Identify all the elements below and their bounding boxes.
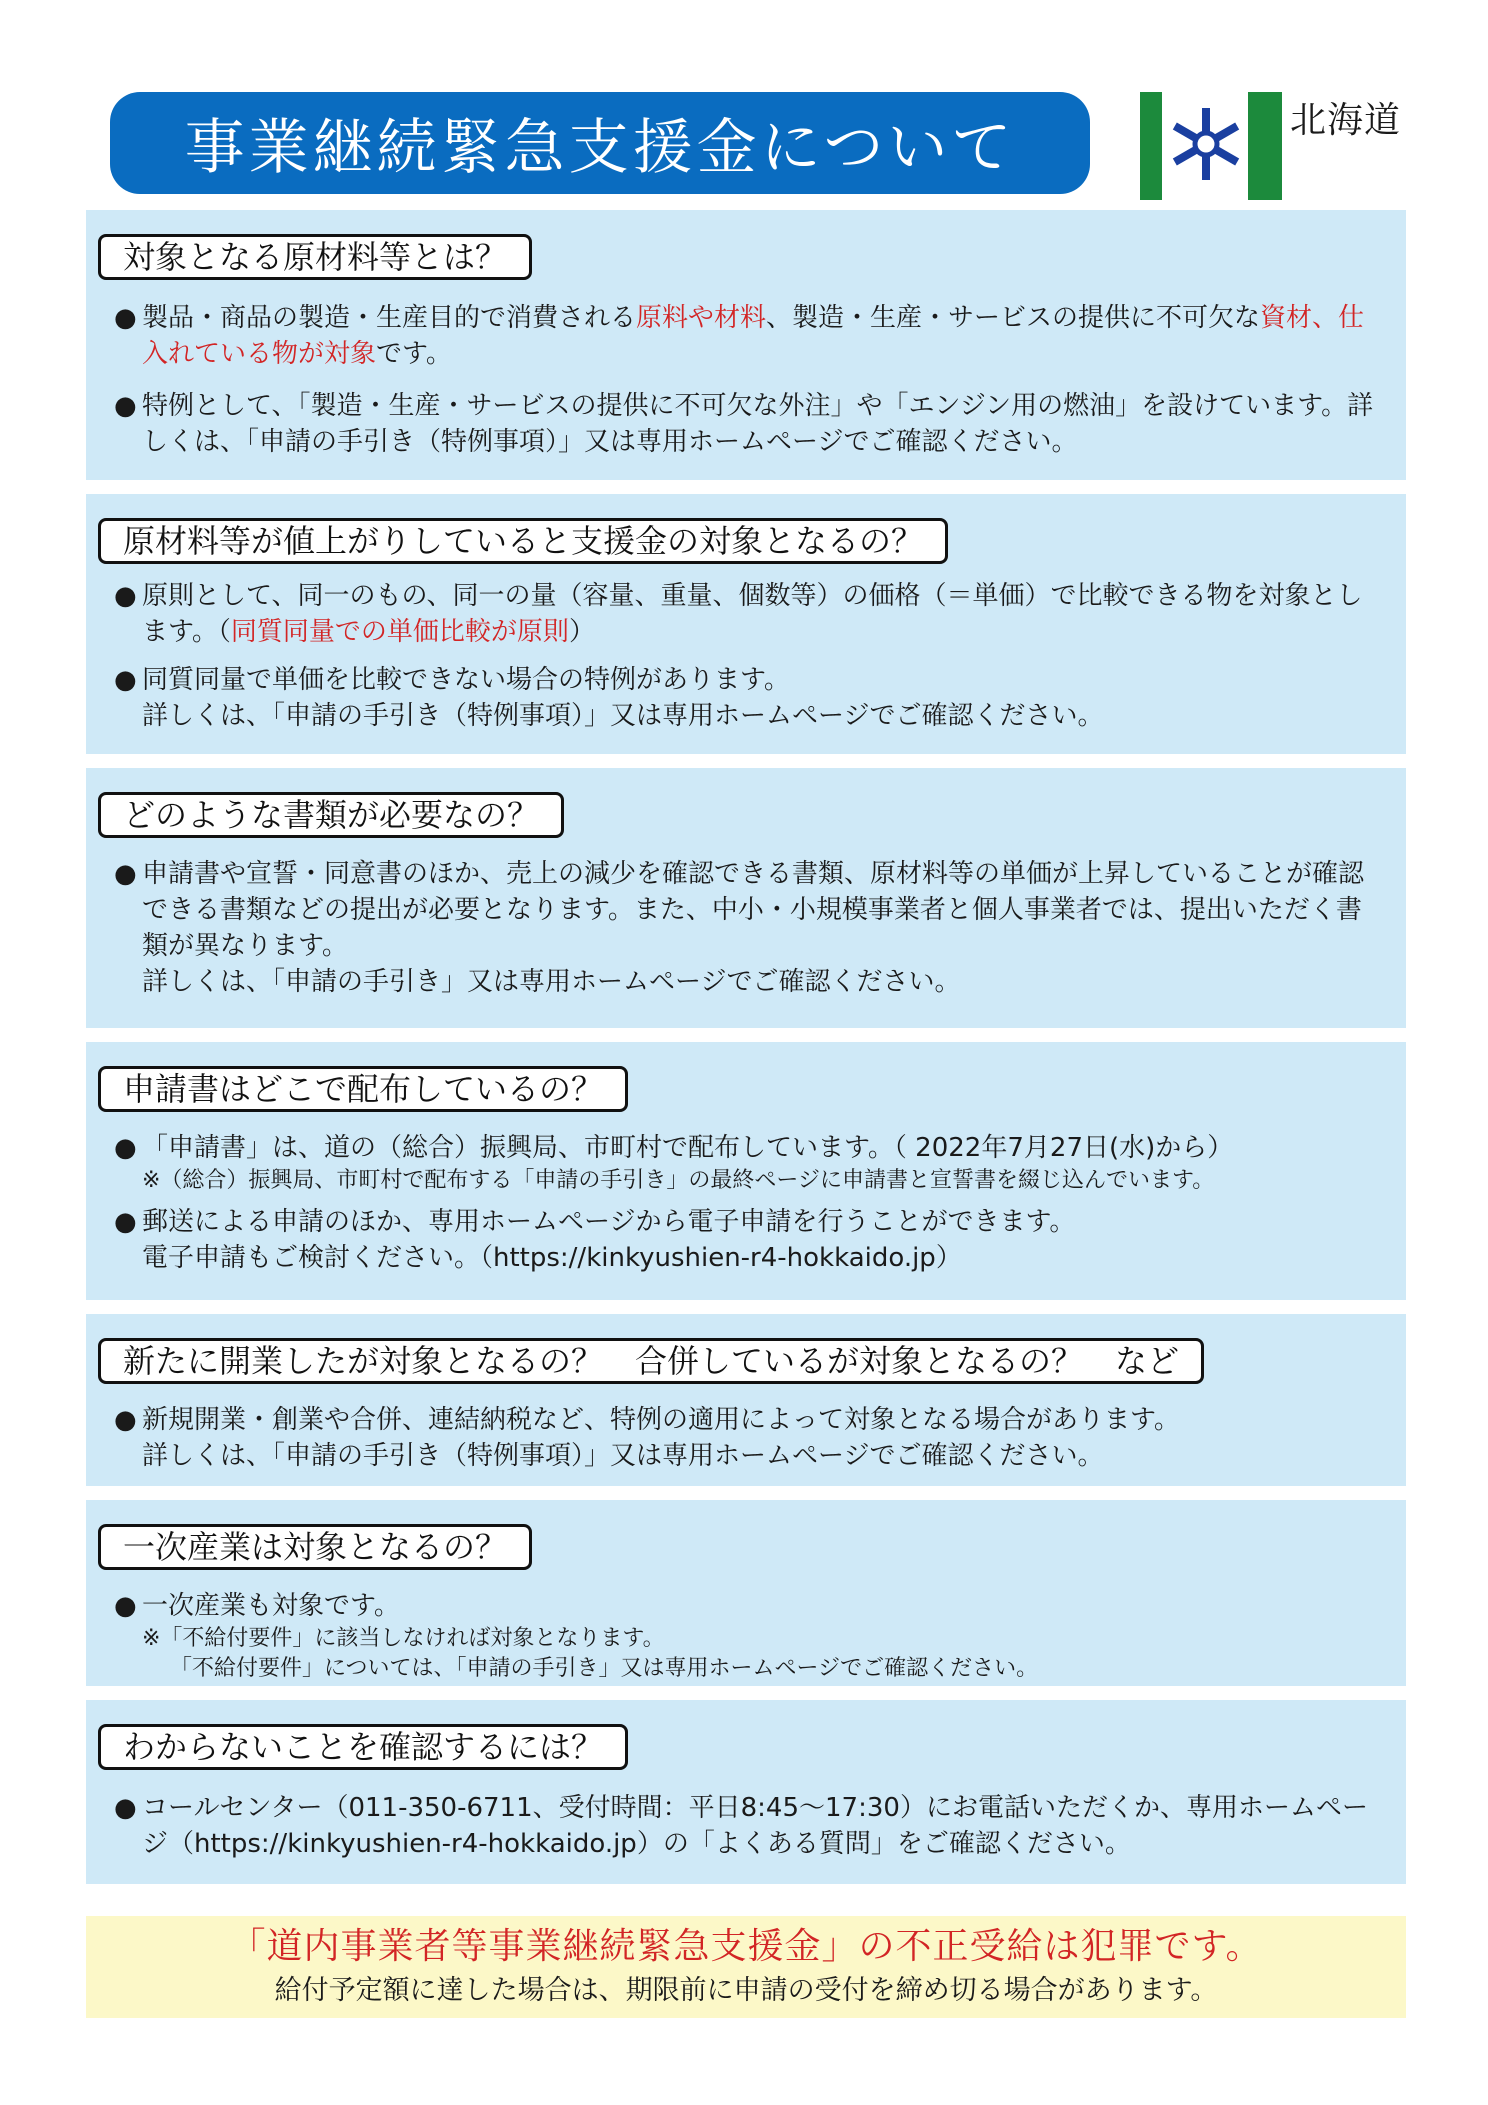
page-title: 事業継続緊急支援金について [184,113,1016,183]
bullet-icon: ● [114,1207,137,1237]
section-body [114,1402,1386,1474]
bullet-item: ● 同質同量で単価を比較できない場合の特例があります。 詳しくは、「申請の手引き（特例事項）」又は専用ホームページでご確認ください。 [114,662,1386,734]
section-distribution [86,1042,1406,1300]
section-question: 対象となる原材料等とは？ [98,234,532,280]
note-text: 「不給付要件」については、「申請の手引き」又は専用ホームページでご確認ください。 [170,1656,1039,1681]
bullet-item: ● 一次産業も対象です。 [114,1588,1386,1624]
section-body [114,300,1386,460]
note-text: ※（総合）振興局、市町村で配布する「申請の手引き」の最終ページに申請書と宣誓書を綴じ込んでいます。 [142,1168,1215,1193]
bullet-item: ● 特例として、「製造・生産・サービスの提供に不可欠な外注」や「エンジン用の燃油」を設けています。詳しくは、「申請の手引き（特例事項）」又は専用ホームページでご確認ください。 [114,388,1386,460]
section-body [114,1588,1386,1684]
section-question: どのような書類が必要なの？ [98,792,564,838]
bullet-item: ● 申請書や宣誓・同意書のほか、売上の減少を確認できる書類、原材料等の単価が上昇していることが確認できる書類などの提出が必要となります。また、中小・小規模事業者と個人事業者では、提出いただく書類が異なります。 詳しくは、「申請の手引き」又は専用ホームページでご確認ください。 [114,856,1386,1000]
section-question: 原材料等が値上がりしていると支援金の対象となるの？ [98,518,948,564]
bullet-icon: ● [114,303,137,333]
logo-green-bar-left [1140,92,1162,200]
section-documents [86,768,1406,1028]
bullet-item: ● 郵送による申請のほか、専用ホームページから電子申請を行うことができます。 電子申請もご検討ください。（https://kinkyushien-r4-hokkaido.jp） [114,1204,1386,1276]
bullet-icon: ● [114,1591,137,1621]
deadline-notice: 給付予定額に達した場合は、期限前に申請の受付を締め切る場合があります。 [274,1975,1218,2006]
fraud-warning: 「道内事業者等事業継続緊急支援金」の不正受給は犯罪です。 [229,1926,1263,1967]
section-materials [86,210,1406,480]
bullet-item: ● コールセンター（011-350-6711、受付時間：平日8:45～17:30）にお電話いただくか、専用ホームページ（https://kinkyushien-r4-hokkaido.jp）の「よくある質問」をご確認ください。 [114,1790,1386,1862]
bullet-item: ● 新規開業・創業や合併、連結納税など、特例の適用によって対象となる場合があります。 詳しくは、「申請の手引き（特例事項）」又は専用ホームページでご確認ください。 [114,1402,1386,1474]
section-question: 申請書はどこで配布しているの？ [98,1066,628,1112]
bullet-icon: ● [114,391,137,421]
warning-footer [86,1916,1406,2018]
bullet-item: ● 「申請書」は、道の（総合）振興局、市町村で配布しています。（ 2022年7月27日(水)から） [114,1130,1386,1166]
section-body [114,578,1386,734]
title-banner [110,92,1090,194]
section-question: 一次産業は対象となるの？ [98,1524,532,1570]
section-body [114,1130,1386,1276]
bullet-icon: ● [114,859,137,889]
section-new-business [86,1314,1406,1486]
section-primary-industry [86,1500,1406,1686]
bullet-icon: ● [114,665,137,695]
bullet-item: ● 原則として、同一のもの、同一の量（容量、重量、個数等）の価格（＝単価）で比較できる物を対象とします。（同質同量での単価比較が原則） [114,578,1386,650]
bullet-icon: ● [114,1793,137,1823]
note-text: ※「不給付要件」に該当しなければ対象となります。 [142,1626,665,1651]
bullet-icon: ● [114,1405,137,1435]
section-question: わからないことを確認するには？ [98,1724,628,1770]
section-body [114,1790,1386,1862]
section-body [114,856,1386,1000]
bullet-icon: ● [114,581,137,611]
hokkaido-emblem-icon [1166,104,1246,184]
bullet-icon: ● [114,1133,137,1163]
hokkaido-logo [1140,92,1420,202]
section-contact [86,1700,1406,1884]
logo-text: 北海道 [1290,100,1402,141]
logo-green-bar-right [1248,92,1282,200]
section-question: 新たに開業したが対象となるの？ 合併しているが対象となるの？ など [98,1338,1204,1384]
bullet-item: ● 製品・商品の製造・生産目的で消費される原料や材料、製造・生産・サービスの提供に不可欠な資材、仕入れている物が対象です。 [114,300,1386,372]
section-price-increase [86,494,1406,754]
